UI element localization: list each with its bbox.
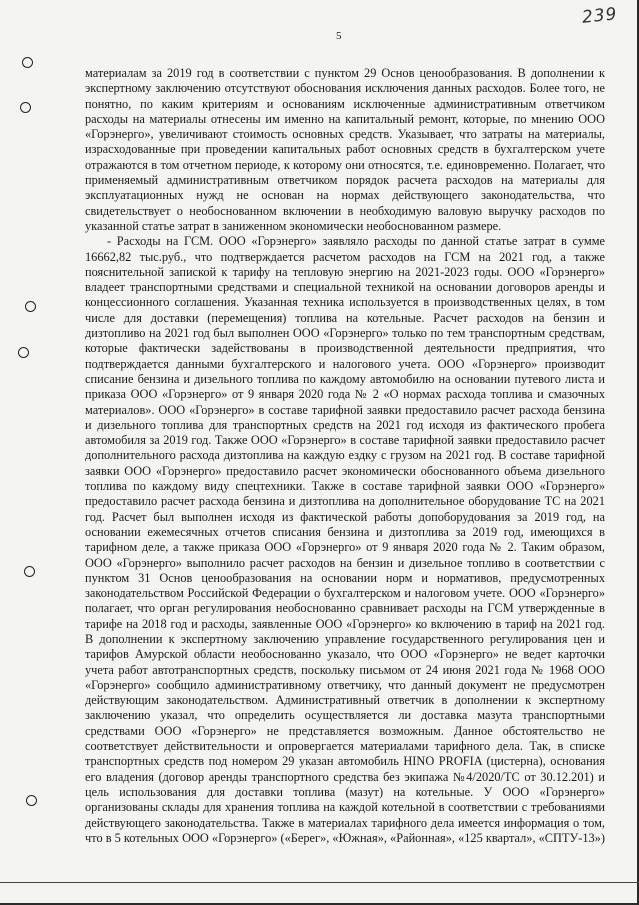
binder-hole-icon [24, 566, 35, 577]
paragraph-fuel-costs: - Расходы на ГСМ. ООО «Горэнерго» заявляло расходы по данной статье затрат в сумме 16662,82 тыс.руб., что подтверждается расчетом расходов на ГСМ на 2021 год, а также пояснительной запиской к тарифу на тепловую энергию на 2021-2023 годы. ООО «Горэнерго» владеет транспортными средствами и специальной техникой на основании договоров аренды и концессионного соглашения. Указанная техника используется в производственных целях, в том числе для доставки (перемещения) топлива на котельные. Расчет расходов на бензин и дизтопливо на 2021 год был выполнен ООО «Горэнерго» только по тем транспортным средствам, которые фактически задействованы в производственной деятельности предприятия, что подтверждается данными бухгалтерского и налогового учета. ООО «Горэнерго» производит списание бензина и дизельного топлива по каждому автомобилю на основании путевого листа и приказа ООО «Горэнерго» от 9 января 2020 года № 2 «О нормах расхода топлива и смазочных материалов». ООО «Горэнерго» в составе тарифной заявки предоставило расчет расхода бензина и дизельного топлива для транспортных средств на 2021 год исходя из фактического пробега автомобиля за 2019 год. Также ООО «Горэнерго» в составе тарифной заявки предоставило расчет дополнительного расхода дизтоплива на каждую ездку с грузом на 2021 год. В составе тарифной заявки ООО «Горэнерго» предоставило расчет экономически обоснованного объема дизельного топлива по каждому виду спецтехники. Также в составе тарифной заявки ООО «Горэнерго» предоставило расчет расхода бензина и дизтоплива на дополнительное оборудование ТС на 2021 год. Расчет был выполнен исходя из фактической работы допоборудования за 2019 год, на основании ежемесячных отчетов списания бензина и дизтоплива за 2019 год, имеющихся в тарифном деле, а также приказа ООО «Горэнерго» от 9 января 2020 года № 2. Таким образом, ООО «Горэнерго» выполнило расчет расходов на бензин и дизельное топливо в соответствии с пунктом 31 Основ ценообразования на основании норм и нормативов, предусмотренных законодательством Российской Федерации о бухгалтерском и налоговом учете. ООО «Горэнерго» полагает, что орган регулирования необоснованно сравнивает расходы на ГСМ утвержденные в тарифе на 2018 год и расходы, заявленные ООО «Горэнерго» ко включению в тариф на 2021 год. В дополнении к экспертному заключению управление государственного регулирования цен и тарифов Амурской области необоснованно указало, что ООО «Горэнерго» не ведет карточки учета работ автотранспортных средств, поскольку письмом от 24 июня 2021 года № 1968 ООО «Горэнерго» сообщило административному ответчику, что данный документ не предусмотрен действующим законодательством. Административный ответчик в дополнении к экспертному заключению указал, что определить осуществляется ли доставка мазута транспортными средствами ООО «Горэнерго» не представляется возможным. Данное обстоятельство не соответствует действительности и опровергается материалами тарифного дела. Так, в списке транспортных средств под номером 29 указан автомобиль HINO PROFIA (цистерна), основания его владения (договор аренды транспортного средства без экипажа №4/2020/ТС от 30.12.201) и цель использования для доставки топлива (мазут) на котельные. У ООО «Горэнерго» организованы склады для хранения топлива на каждой котельной в соответствии с требованиями действующего законодательства. Также в материалах тарифного дела имеется информация о том, что в 5 котельных ООО «Горэнерго» («Берег», «Южная», «Районная», «125 квартал», «СПТУ-13») [85, 234, 605, 845]
binder-hole-icon [22, 57, 33, 68]
binder-hole-icon [26, 795, 37, 806]
handwritten-sheet-number: 239 [581, 4, 619, 28]
page-number: 5 [336, 30, 342, 42]
bottom-edge-line [0, 882, 639, 883]
document-body [85, 66, 605, 846]
binder-hole-icon [18, 347, 29, 358]
paragraph-materials: материалам за 2019 год в соответствии с пунктом 29 Основ ценообразования. В дополнении к экспертному заключению отсутствуют обоснования исключения данных расходов. Более того, не понятно, по каким критериям и основаниям исключенные административным ответчиком расходы на материалы отнесены им именно на капитальный ремонт, которые, по мнению ООО «Горэнерго», увеличивают стоимость основных средств. Указывает, что затраты на материалы, израсходованные при проведении капитальных работ основных средств в бухгалтерском учете отражаются в том отчетном периоде, к которому они относятся, т.е. единовременно. Полагает, что применяемый административным ответчиком порядок расчета расходов на материалы для эксплуатационных нужд не основан на нормах действующего законодательства, что свидетельствует о необоснованном включении в необходимую валовую выручку расходов по указанной статье затрат в заниженном экономически необоснованном размере. [85, 66, 605, 233]
binder-hole-icon [25, 301, 36, 312]
binder-hole-icon [20, 102, 31, 113]
